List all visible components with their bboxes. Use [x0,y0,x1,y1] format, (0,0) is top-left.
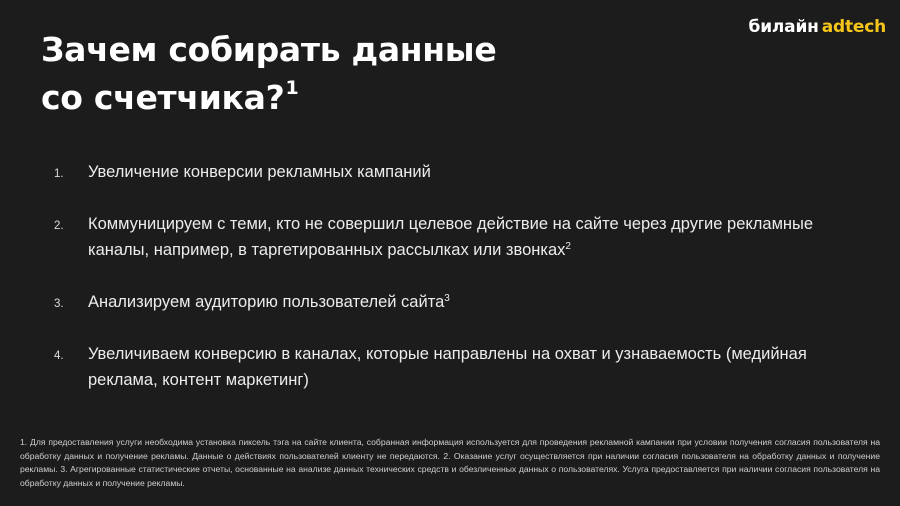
list-item [54,290,854,316]
list-item-text [88,290,854,316]
list-item [54,160,854,186]
title-footnote-marker: 1 [285,77,299,99]
title-line-2 [41,74,496,122]
slide-title [41,26,496,122]
list-item [54,212,854,263]
list-item-number: 3. [54,298,64,310]
list-item-number: 4. [54,350,64,362]
list-item-body: Анализируем аудиторию пользователей сайта [88,293,445,311]
footnote-text: 1. Для предоставления услуги необходима установка пиксель тэга на сайте клиента, собранная информация используется для проведения рекламной кампании при условии получения согласия пользователя на обработку данных и получение рекламы. Данные о действиях пользователей клиенту не передаются. 2. Оказание услуг осуществляется при наличии согласия пользователя на обработку данных и получение рекламы. 3. Агрегированные статистические отчеты, основанные на анализе данных технических средств и обезличенных данных о пользователях. Услуга предоставляется при наличии согласия пользователя на обработку данных и получение рекламы. [20,437,880,488]
list-item-footnote-marker: 3 [444,293,450,304]
logo-brand: билайн [748,17,819,37]
list-item-text [88,160,854,186]
list-item-footnote-marker: 2 [565,240,571,252]
list-item-body: Увеличение конверсии рекламных кампаний [88,163,431,181]
list-item-body: Увеличиваем конверсию в каналах, которые направлены на охват и узнаваемость (медийная реклама, контент маркетинг) [88,345,807,389]
beeline-adtech-logo [749,17,886,37]
title-line-1: Зачем собирать данные [41,30,497,69]
list-item-number: 2. [54,220,64,232]
list-item [54,342,854,393]
list-item-text [88,342,854,393]
list-item-text [88,212,854,263]
logo-product: adtech [821,17,886,37]
title-line-2-text: со счетчика? [41,78,285,117]
list-item-number: 1. [54,168,64,180]
list-item-body: Коммуницируем с теми, кто не совершил целевое действие на сайте через другие рекламные каналы, например, в таргетированных рассылках или звонках [88,215,814,259]
